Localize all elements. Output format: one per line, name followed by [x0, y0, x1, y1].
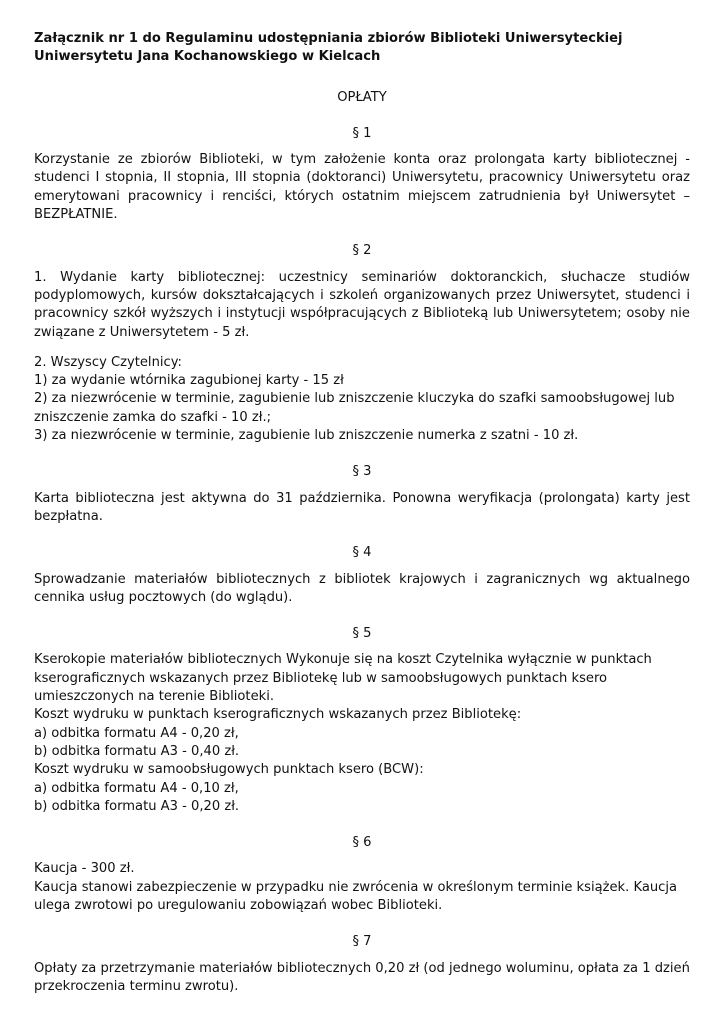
section-5-line-3: a) odbitka formatu A4 - 0,20 zł,: [34, 725, 239, 741]
section-5-line-6: a) odbitka formatu A4 - 0,10 zł,: [34, 780, 239, 796]
document-page: [34, 30, 690, 996]
section-mark-1: § 1: [352, 125, 372, 141]
section-5-body: [34, 651, 690, 816]
section-6-body: [34, 860, 690, 915]
section-mark-3: § 3: [352, 464, 372, 480]
section-2-item-3: 3) za niezwrócenie w terminie, zagubienie lub zniszczenie numerka z szatni - 10 zł.: [34, 428, 579, 444]
section-2-paragraph-2: [34, 354, 690, 445]
section-mark-2: § 2: [352, 243, 372, 259]
section-2-item-1: 1) za wydanie wtórnika zagubionej karty - 15 zł: [34, 373, 344, 389]
section-mark-5: § 5: [352, 626, 372, 642]
section-4-text: Sprowadzanie materiałów bibliotecznych z bibliotek krajowych i zagranicznych wg aktualnego cennika usług pocztowych (do wglądu).: [34, 571, 690, 605]
document-heading: OPŁATY: [337, 89, 387, 105]
section-mark-7: § 7: [352, 934, 372, 950]
section-1-text: Korzystanie ze zbiorów Biblioteki, w tym założenie konta oraz prolongata karty bibliotecznej - studenci I stopnia, II stopnia, III stopnia (doktoranci) Uniwersytetu, pracownicy Uniwersytetu oraz emerytowani pracownicy i renciści, których ostatnim miejscem zatrudnienia był Uniwersytet – BEZPŁATNIE.: [34, 152, 690, 223]
section-mark-4: § 4: [352, 545, 372, 561]
section-mark-6: § 6: [352, 835, 372, 851]
section-7-text: Opłaty za przetrzymanie materiałów bibliotecznych 0,20 zł (od jednego woluminu, opłata za 1 dzień przekroczenia terminu zwrotu).: [34, 960, 690, 994]
section-5-line-4: b) odbitka formatu A3 - 0,40 zł.: [34, 743, 240, 759]
section-5-line-1: Kserokopie materiałów bibliotecznych Wykonuje się na koszt Czytelnika wyłącznie w punktach kserograficznych wskazanych przez Bibliotekę lub w samoobsługowych punktach ksero umieszczonych na terenie Biblioteki.: [34, 652, 652, 705]
section-5-line-5: Koszt wydruku w samoobsługowych punktach ksero (BCW):: [34, 762, 424, 778]
section-2-item-2: 2) za niezwrócenie w terminie, zagubienie lub zniszczenie kluczyka do szafki samoobsługowej lub zniszczenie zamka do szafki - 10 zł.;: [34, 391, 675, 425]
section-2-intro: 2. Wszyscy Czytelnicy:: [34, 354, 182, 370]
section-5-line-7: b) odbitka formatu A3 - 0,20 zł.: [34, 798, 240, 814]
section-6-line-2: Kaucja stanowi zabezpieczenie w przypadku nie zwrócenia w określonym terminie książek. Kaucja ulega zwrotowi po uregulowaniu zobowiązań wobec Biblioteki.: [34, 879, 677, 913]
section-3-text: Karta biblioteczna jest aktywna do 31 października. Ponowna weryfikacja (prolongata) karty jest bezpłatna.: [34, 490, 690, 524]
section-6-line-1: Kaucja - 300 zł.: [34, 861, 135, 877]
section-2-paragraph-1: 1. Wydanie karty bibliotecznej: uczestnicy seminariów doktoranckich, słuchacze studiów podyplomowych, kursów dokształcających i szkoleń organizowanych przez Uniwersytet, studenci i pracownicy szkół wyższych i instytucji współpracujących z Biblioteką lub Uniwersytetem; osoby nie związane z Uniwersytetem - 5 zł.: [34, 269, 690, 340]
section-5-line-2: Koszt wydruku w punktach kserograficznych wskazanych przez Bibliotekę:: [34, 707, 522, 723]
document-title: Załącznik nr 1 do Regulaminu udostępniania zbiorów Biblioteki Uniwersyteckiej Uniwersytetu Jana Kochanowskiego w Kielcach: [34, 31, 623, 65]
